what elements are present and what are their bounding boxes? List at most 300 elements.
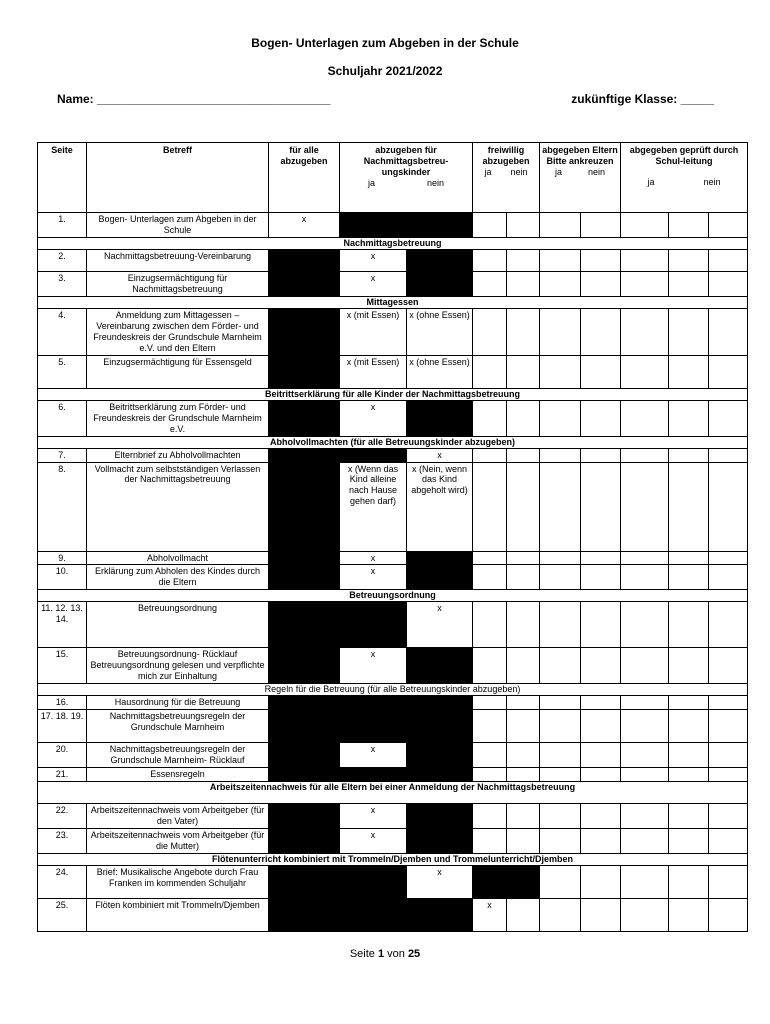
nachmittag-ja-cell: x (340, 551, 407, 565)
eltern-nein-cell[interactable] (581, 829, 621, 854)
page-number: 2. (38, 249, 87, 271)
freiwillig-ja-cell (473, 602, 507, 648)
schulleitung-ja-cell[interactable] (621, 743, 669, 768)
page-number: 5. (38, 355, 87, 388)
klasse-field[interactable]: zukünftige Klasse: _____ (571, 92, 714, 106)
fuer-alle-cell: x (269, 213, 340, 238)
page-number: 23. (38, 829, 87, 854)
eltern-nein-cell[interactable] (581, 865, 621, 898)
nachmittag-nein-cell (407, 829, 473, 854)
schulleitung-ja-cell[interactable] (621, 213, 669, 238)
freiwillig-nein-cell (507, 696, 540, 710)
documents-table (37, 142, 748, 932)
eltern-ja-cell[interactable] (540, 400, 581, 436)
page-number: 22. (38, 804, 87, 829)
schulleitung-extra-cell[interactable] (709, 249, 748, 271)
ja-label: ja (484, 166, 492, 177)
page-number: 1. (38, 213, 87, 238)
schulleitung-ja-cell[interactable] (621, 308, 669, 355)
freiwillig-nein-cell (507, 308, 540, 355)
nachmittag-ja-cell (340, 602, 407, 648)
schulleitung-nein-cell[interactable] (669, 462, 709, 551)
footer-mid: von (384, 948, 408, 960)
schulleitung-extra-cell[interactable] (709, 710, 748, 743)
fuer-alle-cell (269, 829, 340, 854)
nachmittag-nein-cell: x (ohne Essen) (407, 308, 473, 355)
freiwillig-ja-cell (473, 565, 507, 590)
nachmittag-nein-cell (407, 743, 473, 768)
schulleitung-ja-cell[interactable] (621, 696, 669, 710)
page-number: 16. (38, 696, 87, 710)
page-number: 3. (38, 271, 87, 296)
table-row (38, 271, 748, 296)
fuer-alle-cell (269, 565, 340, 590)
schulleitung-extra-cell[interactable] (709, 462, 748, 551)
freiwillig-nein-cell (507, 768, 540, 782)
freiwillig-ja-cell (473, 355, 507, 388)
schulleitung-extra-cell[interactable] (709, 565, 748, 590)
schulleitung-extra-cell[interactable] (709, 448, 748, 462)
freiwillig-nein-cell (507, 551, 540, 565)
betreff: Anmeldung zum Mittagessen – Vereinbarung zwischen dem Förder- und Freundeskreis der Grundschule Marnheim e.V. und den Eltern (87, 308, 269, 355)
eltern-nein-cell[interactable] (581, 551, 621, 565)
betreff: Bogen- Unterlagen zum Abgeben in der Schule (87, 213, 269, 238)
eltern-nein-cell[interactable] (581, 565, 621, 590)
schulleitung-ja-cell[interactable] (621, 448, 669, 462)
eltern-ja-cell[interactable] (540, 271, 581, 296)
eltern-ja-cell[interactable] (540, 462, 581, 551)
nachmittag-ja-cell (340, 448, 407, 462)
eltern-nein-cell[interactable] (581, 696, 621, 710)
schulleitung-nein-cell[interactable] (669, 865, 709, 898)
schulleitung-extra-cell[interactable] (709, 400, 748, 436)
schulleitung-extra-cell[interactable] (709, 804, 748, 829)
nachmittag-nein-cell (407, 213, 473, 238)
betreff: Abholvollmacht (87, 551, 269, 565)
eltern-nein-cell[interactable] (581, 448, 621, 462)
schulleitung-ja-cell[interactable] (621, 551, 669, 565)
schulleitung-nein-cell[interactable] (669, 551, 709, 565)
fuer-alle-cell (269, 308, 340, 355)
schulleitung-extra-cell[interactable] (709, 271, 748, 296)
eltern-nein-cell[interactable] (581, 898, 621, 931)
table-row (38, 213, 748, 238)
freiwillig-nein-cell (507, 355, 540, 388)
freiwillig-nein-cell (507, 829, 540, 854)
schulleitung-ja-cell[interactable] (621, 829, 669, 854)
name-field[interactable]: Name: ___________________________________ (57, 92, 331, 106)
eltern-ja-cell[interactable] (540, 898, 581, 931)
freiwillig-nein-cell (507, 865, 540, 898)
page-number: 24. (38, 865, 87, 898)
eltern-ja-cell[interactable] (540, 768, 581, 782)
freiwillig-ja-cell (473, 804, 507, 829)
table-row (38, 355, 748, 388)
fuer-alle-cell (269, 462, 340, 551)
freiwillig-nein-cell (507, 448, 540, 462)
section-header: Beitrittserklärung für alle Kinder der Nachmittagsbetreuung (38, 388, 748, 400)
nachmittag-nein-cell: x (407, 865, 473, 898)
nachmittag-nein-cell: x (ohne Essen) (407, 355, 473, 388)
nein-label: nein (588, 166, 606, 177)
page-footer (0, 948, 770, 960)
freiwillig-ja-cell (473, 213, 507, 238)
section-header: Betreuungsordnung (38, 590, 748, 602)
schulleitung-nein-cell[interactable] (669, 213, 709, 238)
fuer-alle-cell (269, 355, 340, 388)
page-number: 10. (38, 565, 87, 590)
table-row (38, 768, 748, 782)
eltern-nein-cell[interactable] (581, 400, 621, 436)
eltern-nein-cell[interactable] (581, 648, 621, 684)
schulleitung-ja-cell[interactable] (621, 898, 669, 931)
betreff: Vollmacht zum selbstständigen Verlassen der Nachmittagsbetreuung (87, 462, 269, 551)
nachmittag-ja-cell (340, 696, 407, 710)
footer-total: 25 (407, 948, 421, 960)
page-number: 8. (38, 462, 87, 551)
page-number: 9. (38, 551, 87, 565)
col-seite: Seite (38, 143, 87, 213)
freiwillig-nein-cell (507, 710, 540, 743)
betreff: Einzugsermächtigung für Nachmittagsbetreuung (87, 271, 269, 296)
page-number: 20. (38, 743, 87, 768)
col-eltern-label: abgegeben Eltern Bitte ankreuzen (542, 145, 618, 166)
freiwillig-ja-cell (473, 710, 507, 743)
table-row (38, 804, 748, 829)
schulleitung-ja-cell[interactable] (621, 602, 669, 648)
betreff: Nachmittagsbetreuungsregeln der Grundschule Marnheim (87, 710, 269, 743)
schulleitung-extra-cell[interactable] (709, 551, 748, 565)
table-row (38, 400, 748, 436)
freiwillig-ja-cell (473, 400, 507, 436)
table-row (38, 898, 748, 931)
freiwillig-nein-cell (507, 462, 540, 551)
fuer-alle-cell (269, 400, 340, 436)
fuer-alle-cell (269, 865, 340, 898)
schulleitung-ja-cell[interactable] (621, 565, 669, 590)
fuer-alle-cell (269, 249, 340, 271)
eltern-nein-cell[interactable] (581, 768, 621, 782)
table-row (38, 648, 748, 684)
nachmittag-nein-cell (407, 551, 473, 565)
fuer-alle-cell (269, 768, 340, 782)
nachmittag-nein-cell (407, 648, 473, 684)
schulleitung-extra-cell[interactable] (709, 648, 748, 684)
eltern-ja-cell[interactable] (540, 710, 581, 743)
table-row (38, 684, 748, 696)
page-number: 17. 18. 19. (38, 710, 87, 743)
table-row (38, 308, 748, 355)
schulleitung-nein-cell[interactable] (669, 249, 709, 271)
footer-prefix: Seite (349, 948, 378, 960)
nachmittag-ja-cell: x (mit Essen) (340, 355, 407, 388)
schulleitung-nein-cell[interactable] (669, 710, 709, 743)
table-row (38, 436, 748, 448)
col-nachmittag (340, 143, 473, 213)
schulleitung-extra-cell[interactable] (709, 743, 748, 768)
schulleitung-ja-cell[interactable] (621, 249, 669, 271)
freiwillig-ja-cell (473, 768, 507, 782)
ja-label: ja (555, 166, 563, 177)
nachmittag-nein-cell: x (Nein, wenn das Kind abgeholt wird) (407, 462, 473, 551)
schulleitung-extra-cell[interactable] (709, 213, 748, 238)
section-header: Arbeitszeitennachweis für alle Eltern bei einer Anmeldung der Nachmittagsbetreuung (38, 782, 748, 804)
col-eltern (540, 143, 621, 213)
nachmittag-ja-cell (340, 865, 407, 898)
schulleitung-extra-cell[interactable] (709, 829, 748, 854)
nachmittag-ja-cell: x (340, 648, 407, 684)
section-header: Nachmittagsbetreuung (38, 237, 748, 249)
freiwillig-nein-cell (507, 602, 540, 648)
betreff: Essensregeln (87, 768, 269, 782)
schulleitung-extra-cell[interactable] (709, 768, 748, 782)
fuer-alle-cell (269, 271, 340, 296)
betreff: Nachmittagsbetreuungsregeln der Grundschule Marnheim- Rücklauf (87, 743, 269, 768)
schulleitung-nein-cell[interactable] (669, 696, 709, 710)
eltern-ja-cell[interactable] (540, 804, 581, 829)
nachmittag-nein-cell (407, 898, 473, 931)
eltern-ja-cell[interactable] (540, 648, 581, 684)
schulleitung-nein-cell[interactable] (669, 648, 709, 684)
section-header: Mittagessen (38, 296, 748, 308)
freiwillig-nein-cell (507, 648, 540, 684)
col-schulleitung-label: abgegeben geprüft durch Schul-leitung (629, 145, 739, 166)
fuer-alle-cell (269, 648, 340, 684)
table-row (38, 743, 748, 768)
table-row (38, 237, 748, 249)
eltern-nein-cell[interactable] (581, 710, 621, 743)
table-row (38, 782, 748, 804)
nachmittag-ja-cell (340, 213, 407, 238)
freiwillig-ja-cell (473, 648, 507, 684)
eltern-ja-cell[interactable] (540, 865, 581, 898)
freiwillig-nein-cell (507, 400, 540, 436)
eltern-ja-cell[interactable] (540, 551, 581, 565)
betreff: Betreuungsordnung- Rücklauf Betreuungsordnung gelesen und verpflichte mich zur Einhaltung (87, 648, 269, 684)
nachmittag-nein-cell (407, 565, 473, 590)
table-row (38, 462, 748, 551)
col-freiwillig (473, 143, 540, 213)
nachmittag-ja-cell: x (Wenn das Kind alleine nach Hause gehen darf) (340, 462, 407, 551)
nachmittag-nein-cell (407, 400, 473, 436)
schulleitung-nein-cell[interactable] (669, 602, 709, 648)
page-number: 7. (38, 448, 87, 462)
ja-label: ja (647, 176, 655, 187)
schulleitung-ja-cell[interactable] (621, 768, 669, 782)
nachmittag-ja-cell: x (340, 743, 407, 768)
schulleitung-extra-cell[interactable] (709, 602, 748, 648)
section-header: Abholvollmachten (für alle Betreuungskinder abzugeben) (38, 436, 748, 448)
betreff: Brief: Musikalische Angebote durch Frau Franken im kommenden Schuljahr (87, 865, 269, 898)
page-number: 21. (38, 768, 87, 782)
col-fuer-alle: für alle abzugeben (269, 143, 340, 213)
page-number: 15. (38, 648, 87, 684)
nachmittag-nein-cell (407, 710, 473, 743)
eltern-ja-cell[interactable] (540, 213, 581, 238)
betreff: Hausordnung für die Betreuung (87, 696, 269, 710)
fuer-alle-cell (269, 602, 340, 648)
eltern-nein-cell[interactable] (581, 355, 621, 388)
schulleitung-ja-cell[interactable] (621, 865, 669, 898)
eltern-ja-cell[interactable] (540, 448, 581, 462)
schulleitung-nein-cell[interactable] (669, 565, 709, 590)
nachmittag-ja-cell (340, 898, 407, 931)
nachmittag-nein-cell (407, 804, 473, 829)
eltern-ja-cell[interactable] (540, 602, 581, 648)
schulleitung-ja-cell[interactable] (621, 400, 669, 436)
betreff: Elternbrief zu Abholvollmachten (87, 448, 269, 462)
nachmittag-ja-cell: x (340, 565, 407, 590)
schulleitung-extra-cell[interactable] (709, 308, 748, 355)
table-row (38, 602, 748, 648)
table-row (38, 249, 748, 271)
schulleitung-nein-cell[interactable] (669, 743, 709, 768)
freiwillig-nein-cell (507, 213, 540, 238)
schulleitung-extra-cell[interactable] (709, 898, 748, 931)
schulleitung-nein-cell[interactable] (669, 898, 709, 931)
footer-page: 1 (377, 948, 385, 960)
schulleitung-ja-cell[interactable] (621, 710, 669, 743)
schulleitung-nein-cell[interactable] (669, 829, 709, 854)
table-row (38, 565, 748, 590)
freiwillig-ja-cell (473, 696, 507, 710)
page-number: 4. (38, 308, 87, 355)
schulleitung-extra-cell[interactable] (709, 355, 748, 388)
fuer-alle-cell (269, 710, 340, 743)
schulleitung-nein-cell[interactable] (669, 804, 709, 829)
schulleitung-extra-cell[interactable] (709, 696, 748, 710)
schulleitung-nein-cell[interactable] (669, 768, 709, 782)
fuer-alle-cell (269, 804, 340, 829)
nein-label: nein (510, 166, 528, 177)
freiwillig-ja-cell (473, 249, 507, 271)
document-title: Bogen- Unterlagen zum Abgeben in der Schule (251, 36, 519, 50)
eltern-ja-cell[interactable] (540, 829, 581, 854)
table-row (38, 865, 748, 898)
ja-label: ja (367, 177, 375, 188)
col-freiwillig-label: freiwillig abzugeben (482, 145, 530, 166)
eltern-ja-cell[interactable] (540, 696, 581, 710)
fuer-alle-cell (269, 743, 340, 768)
eltern-ja-cell[interactable] (540, 308, 581, 355)
nein-label: nein (426, 177, 444, 188)
table-row (38, 296, 748, 308)
eltern-ja-cell[interactable] (540, 355, 581, 388)
section-header: Regeln für die Betreuung (für alle Betreuungskinder abzugeben) (38, 684, 748, 696)
freiwillig-ja-cell (473, 462, 507, 551)
eltern-ja-cell[interactable] (540, 249, 581, 271)
freiwillig-ja-cell (473, 551, 507, 565)
eltern-nein-cell[interactable] (581, 213, 621, 238)
table-row (38, 829, 748, 854)
schulleitung-extra-cell[interactable] (709, 865, 748, 898)
eltern-nein-cell[interactable] (581, 462, 621, 551)
table-row (38, 696, 748, 710)
nachmittag-ja-cell: x (340, 804, 407, 829)
nachmittag-nein-cell (407, 696, 473, 710)
table-row (38, 710, 748, 743)
freiwillig-ja-cell (473, 308, 507, 355)
eltern-nein-cell[interactable] (581, 743, 621, 768)
schulleitung-nein-cell[interactable] (669, 448, 709, 462)
schulleitung-ja-cell[interactable] (621, 804, 669, 829)
eltern-nein-cell[interactable] (581, 804, 621, 829)
betreff: Beitrittserklärung zum Förder- und Freundeskreis der Grundschule Marnheim e.V. (87, 400, 269, 436)
betreff: Erklärung zum Abholen des Kindes durch die Eltern (87, 565, 269, 590)
schulleitung-nein-cell[interactable] (669, 271, 709, 296)
betreff: Betreuungsordnung (87, 602, 269, 648)
freiwillig-ja-cell (473, 271, 507, 296)
freiwillig-nein-cell (507, 565, 540, 590)
freiwillig-ja-cell (473, 743, 507, 768)
betreff: Flöten kombiniert mit Trommeln/Djemben (87, 898, 269, 931)
freiwillig-nein-cell (507, 898, 540, 931)
section-header: Flötenunterricht kombiniert mit Trommeln/Djemben und Trommelunterricht/Djemben (38, 854, 748, 866)
fuer-alle-cell (269, 898, 340, 931)
nachmittag-nein-cell (407, 249, 473, 271)
schulleitung-nein-cell[interactable] (669, 400, 709, 436)
table-row (38, 854, 748, 866)
table-row (38, 388, 748, 400)
eltern-nein-cell[interactable] (581, 308, 621, 355)
table-row (38, 448, 748, 462)
freiwillig-ja-cell (473, 829, 507, 854)
nachmittag-ja-cell: x (340, 400, 407, 436)
freiwillig-nein-cell (507, 804, 540, 829)
betreff: Arbeitszeitennachweis vom Arbeitgeber (für den Vater) (87, 804, 269, 829)
nachmittag-nein-cell: x (407, 448, 473, 462)
eltern-nein-cell[interactable] (581, 602, 621, 648)
nachmittag-ja-cell: x (340, 829, 407, 854)
betreff: Arbeitszeitennachweis vom Arbeitgeber (für die Mutter) (87, 829, 269, 854)
col-schulleitung (621, 143, 748, 213)
freiwillig-ja-cell (473, 448, 507, 462)
freiwillig-ja-cell: x (473, 898, 507, 931)
nachmittag-nein-cell (407, 768, 473, 782)
freiwillig-nein-cell (507, 743, 540, 768)
page-number: 11. 12. 13. 14. (38, 602, 87, 648)
eltern-ja-cell[interactable] (540, 565, 581, 590)
schulleitung-ja-cell[interactable] (621, 271, 669, 296)
fuer-alle-cell (269, 448, 340, 462)
schulleitung-nein-cell[interactable] (669, 308, 709, 355)
freiwillig-nein-cell (507, 249, 540, 271)
schulleitung-ja-cell[interactable] (621, 462, 669, 551)
freiwillig-nein-cell (507, 271, 540, 296)
page-number: 6. (38, 400, 87, 436)
freiwillig-ja-cell (473, 865, 507, 898)
nachmittag-ja-cell: x (mit Essen) (340, 308, 407, 355)
col-nachmittag-label: abzugeben für Nachmittagsbetreu-ungskinder (363, 145, 449, 177)
schulleitung-ja-cell[interactable] (621, 355, 669, 388)
page-number: 25. (38, 898, 87, 931)
betreff: Einzugsermächtigung für Essensgeld (87, 355, 269, 388)
school-year: Schuljahr 2021/2022 (327, 64, 443, 78)
fuer-alle-cell (269, 551, 340, 565)
eltern-nein-cell[interactable] (581, 249, 621, 271)
schulleitung-nein-cell[interactable] (669, 355, 709, 388)
nein-label: nein (703, 176, 721, 187)
fuer-alle-cell (269, 696, 340, 710)
nachmittag-nein-cell (407, 271, 473, 296)
nachmittag-ja-cell (340, 710, 407, 743)
eltern-ja-cell[interactable] (540, 743, 581, 768)
eltern-nein-cell[interactable] (581, 271, 621, 296)
betreff: Nachmittagsbetreuung-Vereinbarung (87, 249, 269, 271)
schulleitung-ja-cell[interactable] (621, 648, 669, 684)
nachmittag-ja-cell (340, 768, 407, 782)
nachmittag-ja-cell: x (340, 271, 407, 296)
